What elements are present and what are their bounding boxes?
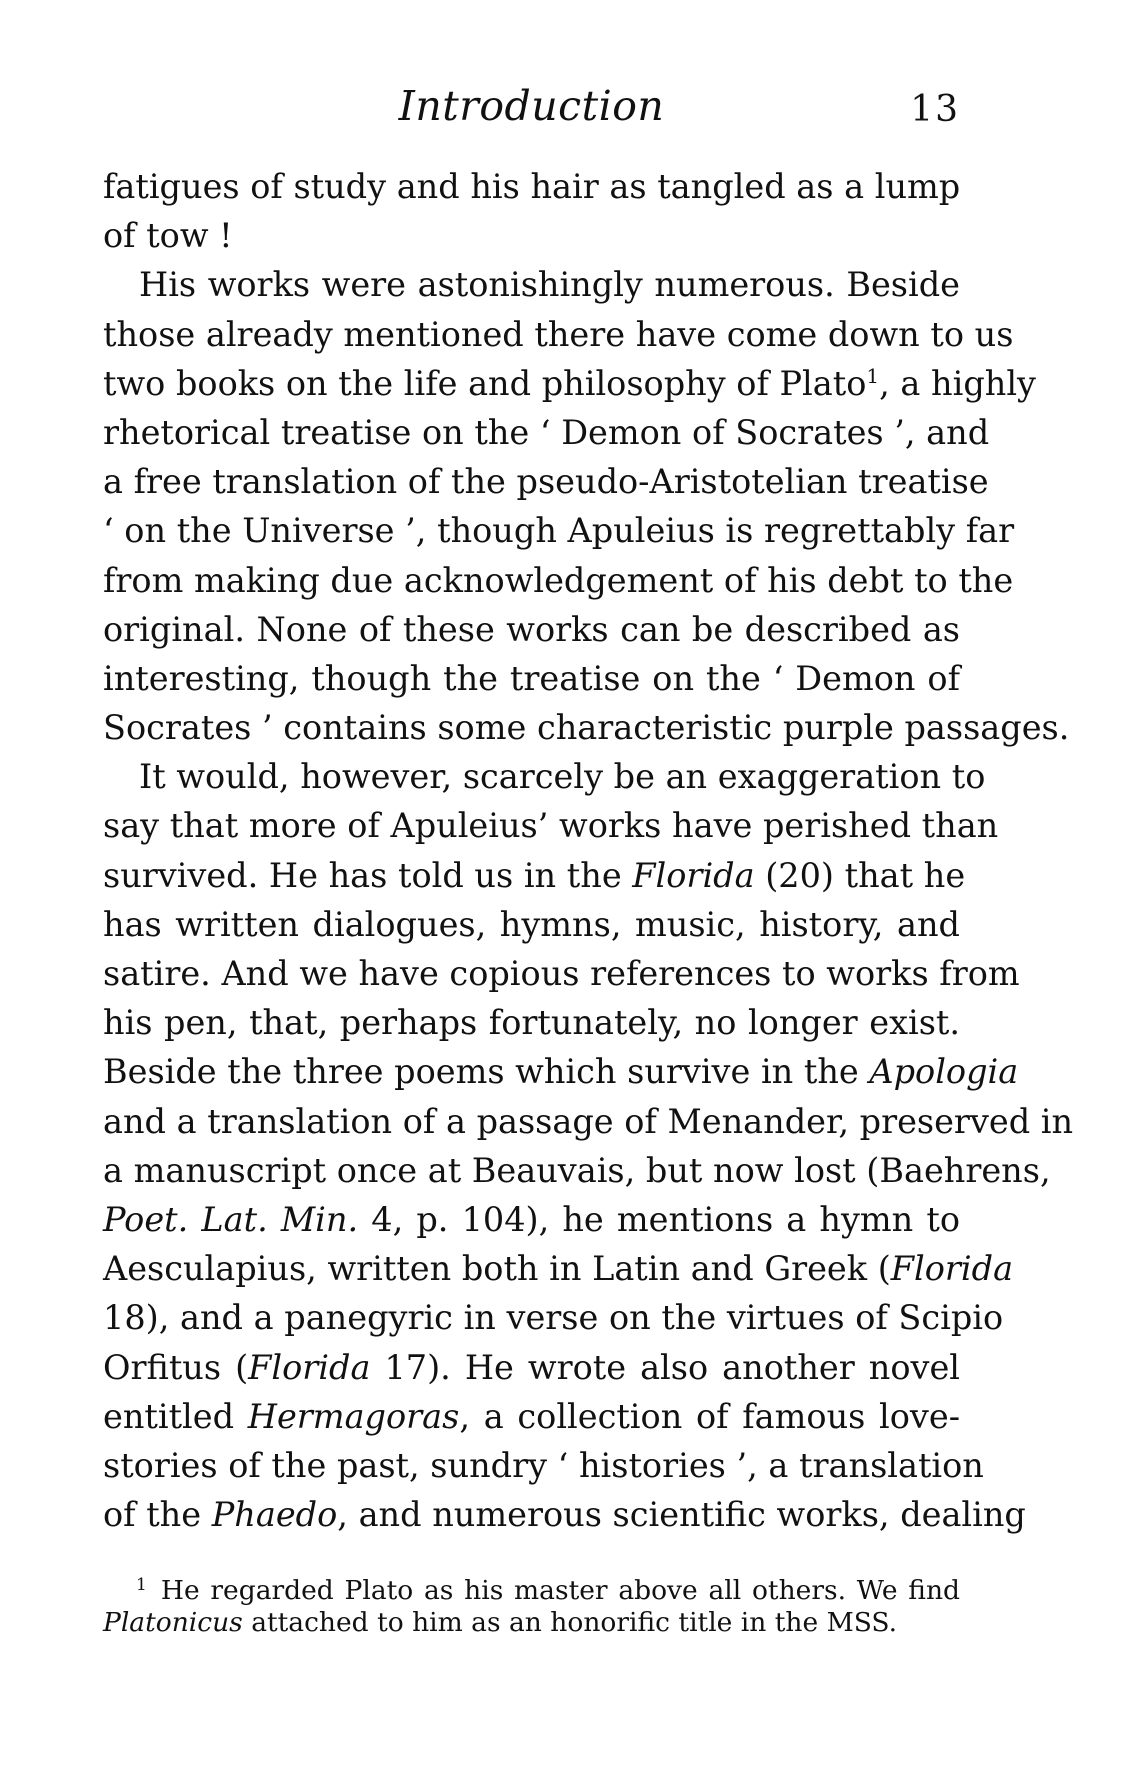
text-line: and a translation of a passage of Menander, preserved in	[103, 1101, 1074, 1141]
italic-text: Phaedo	[211, 1495, 338, 1535]
text-line: 18), and a panegyric in verse on the virtues of Scipio	[103, 1298, 1004, 1338]
text-line: It would, however, scarcely be an exaggeration to	[139, 757, 986, 797]
text-line: satire. And we have copious references to works from	[103, 954, 1020, 993]
text-line	[103, 1392, 960, 1441]
text-segment: 4, p. 104), he mentions a hymn to	[358, 1199, 961, 1239]
text-segment: two books on the life and philosophy of Plato	[103, 363, 867, 403]
footnote-reference: 1	[866, 363, 880, 388]
text-line: from making due acknowledgement of his debt to the	[103, 560, 1014, 600]
text-segment: entitled	[103, 1396, 248, 1436]
text-segment: survived. He has told us in the	[103, 855, 633, 895]
text-line	[103, 851, 966, 900]
text-segment: (20) that he	[754, 855, 966, 895]
text-line: His works were astonishingly numerous. Beside	[139, 265, 960, 305]
italic-text: Florida	[248, 1347, 371, 1387]
footnote	[103, 1566, 960, 1642]
italic-text: Platonicus	[103, 1607, 243, 1638]
text-line: has written dialogues, hymns, music, history, and	[103, 904, 960, 944]
text-line: interesting, though the treatise on the ‘ Demon of	[103, 658, 960, 698]
text-segment: attached to him as an honorific title in the MSS.	[242, 1607, 898, 1638]
italic-text: Apologia	[869, 1052, 1019, 1092]
text-line	[103, 1343, 960, 1392]
text-line: those already mentioned there have come down to us	[103, 314, 1014, 354]
text-line	[103, 1244, 1014, 1293]
running-title: Introduction	[398, 82, 665, 130]
text-line: his pen, that, perhaps fortunately, no longer exist.	[103, 1003, 960, 1043]
text-segment: Orfitus (	[103, 1347, 249, 1387]
text-line	[103, 1490, 1026, 1539]
text-line: fatigues of study and his hair as tangled as a lump	[103, 167, 961, 206]
text-segment: , a highly	[879, 363, 1036, 403]
italic-text: Florida	[890, 1249, 1014, 1289]
text-line: Socrates ’ contains some characteristic purple passages.	[103, 708, 1070, 748]
text-segment: Aesculapius, written both in Latin and Greek (	[103, 1249, 891, 1289]
text-segment: , a collection of famous love-	[459, 1396, 961, 1436]
footnote-mark: 1	[136, 1575, 147, 1595]
text-line	[103, 359, 1036, 408]
text-line	[103, 1047, 1019, 1096]
text-line: a manuscript once at Beauvais, but now lost (Baehrens,	[103, 1150, 1051, 1190]
italic-text: Florida	[632, 855, 755, 895]
text-segment: of the	[103, 1495, 212, 1535]
text-segment: , and numerous scientific works, dealing	[337, 1495, 1026, 1535]
text-line: rhetorical treatise on the ‘ Demon of Socrates ’, and	[103, 412, 990, 452]
page-number: 13	[910, 89, 960, 130]
footnote-line: $^1$ He regarded Plato as his master above all others. We find	[136, 1575, 960, 1606]
running-head	[103, 80, 960, 132]
italic-text: Hermagoras	[247, 1396, 460, 1436]
text-segment: Beside the three poems which survive in the	[103, 1052, 870, 1092]
text-line: of tow !	[103, 216, 233, 256]
text-line: say that more of Apuleius’ works have perished than	[103, 806, 999, 846]
text-line: original. None of these works can be described as	[103, 609, 960, 649]
text-line: a free translation of the pseudo-Aristotelian treatise	[103, 462, 989, 502]
italic-text: Poet. Lat. Min.	[103, 1199, 359, 1239]
text-line: ‘ on the Universe ’, though Apuleius is regrettably far	[103, 511, 1015, 551]
footnote-line	[103, 1604, 960, 1642]
text-line: stories of the past, sundry ‘ histories ’, a translation	[103, 1445, 984, 1485]
text-segment: 17). He wrote also another novel	[370, 1347, 960, 1387]
text-line	[103, 1195, 960, 1244]
body-text	[103, 162, 1074, 1539]
